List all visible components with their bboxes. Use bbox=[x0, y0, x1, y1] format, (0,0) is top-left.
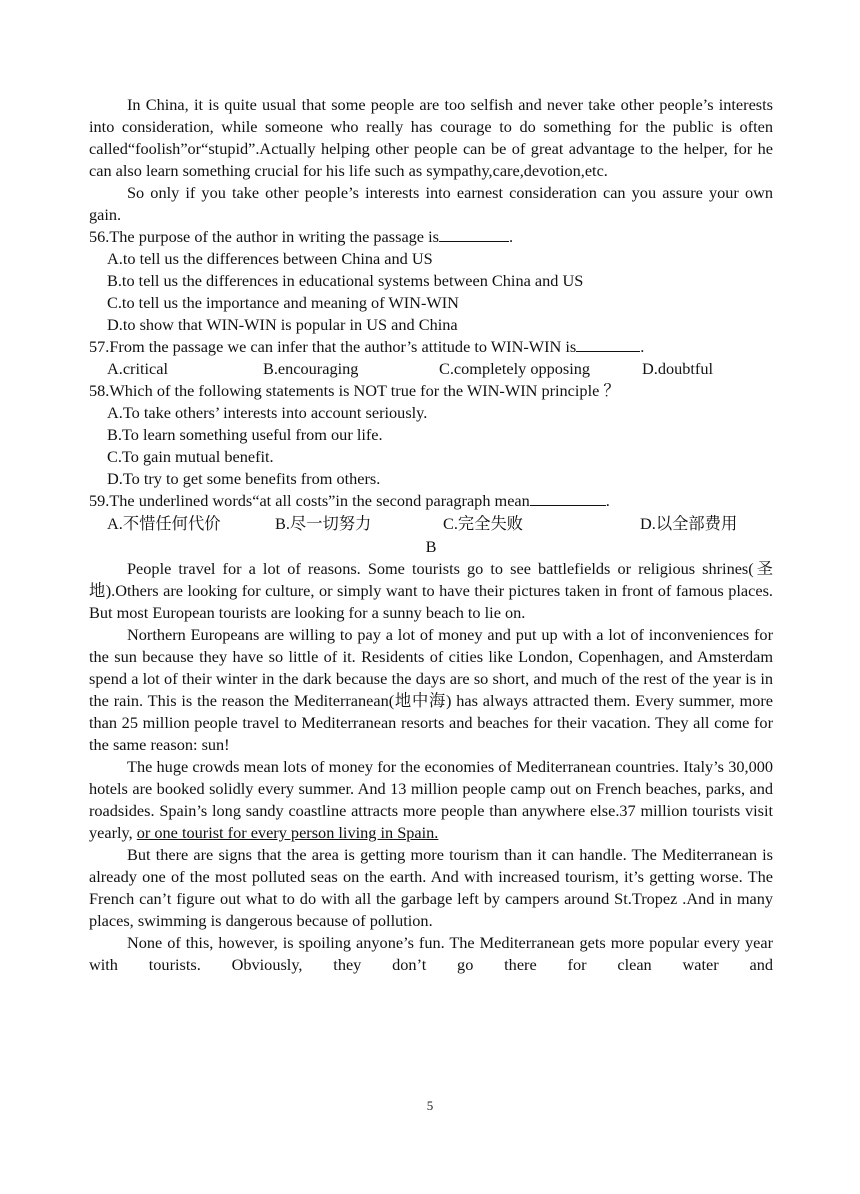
option-59-d: D.以全部费用 bbox=[640, 514, 738, 533]
option-58-a: A.To take others’ interests into account seriously. bbox=[107, 403, 428, 422]
passage-b-paragraph-5: None of this, however, is spoiling anyone’s fun. The Mediterranean gets more popular every year with tourists. Obviously, they don’t go there for clean water and bbox=[89, 933, 773, 974]
question-59: 59.The underlined words“at all costs”in the second paragraph mean . bbox=[89, 491, 610, 510]
option-58-d: D.To try to get some benefits from others. bbox=[107, 469, 381, 488]
option-57-b: B.encouraging bbox=[263, 359, 359, 378]
question-57-stem: 57.From the passage we can infer that the author’s attitude to WIN-WIN is bbox=[89, 337, 577, 356]
answer-blank bbox=[530, 491, 606, 506]
passage-b-paragraph-4: But there are signs that the area is getting more tourism than it can handle. The Mediterranean is already one of the most polluted seas on the earth. And with increased tourism, it’s getting worse. The French can’t figure out what to do with all the garbage left by campers around St.Tropez .And in many places, swimming is dangerous because of pollution. bbox=[89, 845, 773, 930]
options-57 bbox=[107, 358, 773, 380]
question-56: 56.The purpose of the author in writing the passage is . bbox=[89, 227, 514, 246]
document-page bbox=[89, 94, 773, 976]
option-57-c: C.completely opposing bbox=[439, 359, 591, 378]
page-number: 5 bbox=[426, 1098, 434, 1113]
underlined-phrase: or one tourist for every person living in Spain. bbox=[136, 823, 439, 842]
question-57: 57.From the passage we can infer that the author’s attitude to WIN-WIN is . bbox=[89, 337, 645, 356]
option-58-b: B.To learn something useful from our life. bbox=[107, 425, 383, 444]
passage-b-paragraph-3: The huge crowds mean lots of money for the economies of Mediterranean countries. Italy’s 30,000 hotels are booked solidly every summer. And 13 million people camp out on French beaches, parks, and roadsides. Spain’s long sandy coastline attracts more people than anywhere else.37 million tourists visit yearly, or one tourist for every person living in Spain. bbox=[89, 757, 773, 842]
passage-a-paragraph-2: So only if you take other people’s interests into earnest consideration can you assure your own gain. bbox=[89, 183, 773, 224]
answer-blank bbox=[439, 227, 509, 242]
passage-b-paragraph-1: People travel for a lot of reasons. Some tourists go to see battlefields or religious shrines(圣地).Others are looking for culture, or simply want to have their pictures taken in front of famous places. But most European tourists are looking for a sunny beach to lie on. bbox=[89, 559, 773, 622]
answer-blank bbox=[576, 337, 640, 352]
question-56-stem: 56.The purpose of the author in writing the passage is bbox=[89, 227, 439, 246]
option-56-a: A.to tell us the differences between China and US bbox=[107, 249, 433, 268]
option-59-a: A.不惜任何代价 bbox=[107, 514, 221, 533]
option-56-c: C.to tell us the importance and meaning of WIN-WIN bbox=[107, 293, 459, 312]
question-58: 58.Which of the following statements is NOT true for the WIN-WIN principle ？ bbox=[89, 381, 620, 400]
options-59 bbox=[107, 512, 773, 536]
option-58-c: C.To gain mutual benefit. bbox=[107, 447, 274, 466]
option-56-b: B.to tell us the differences in educational systems between China and US bbox=[107, 271, 584, 290]
question-59-stem: 59.The underlined words“at all costs”in the second paragraph mean bbox=[89, 491, 530, 510]
option-59-b: B.尽一切努力 bbox=[275, 514, 372, 533]
passage-a-paragraph-1: In China, it is quite usual that some people are too selfish and never take other people’s interests into consideration, while someone who really has courage to do something for the public is often called“foolish”or“stupid”.Actually helping other people can be of great advantage to the helper, for he can also learn something crucial for his life such as sympathy,care,devotion,etc. bbox=[89, 95, 773, 180]
option-57-d: D.doubtful bbox=[642, 359, 713, 378]
passage-b-paragraph-2: Northern Europeans are willing to pay a lot of money and put up with a lot of inconveniences for the sun because they have so little of it. Residents of cities like London, Copenhagen, and Amsterdam spend a lot of their winter in the dark because the days are so short, and much of the rest of the year is in the rain. This is the reason the Mediterranean(地中海) has always attracted them. Every summer, more than 25 million people travel to Mediterranean resorts and beaches for their vacation. They all come for the same reason: sun! bbox=[89, 625, 773, 754]
option-56-d: D.to show that WIN-WIN is popular in US and China bbox=[107, 315, 458, 334]
option-57-a: A.critical bbox=[107, 359, 169, 378]
option-59-c: C.完全失败 bbox=[443, 514, 524, 533]
section-heading-b: B bbox=[425, 537, 437, 556]
